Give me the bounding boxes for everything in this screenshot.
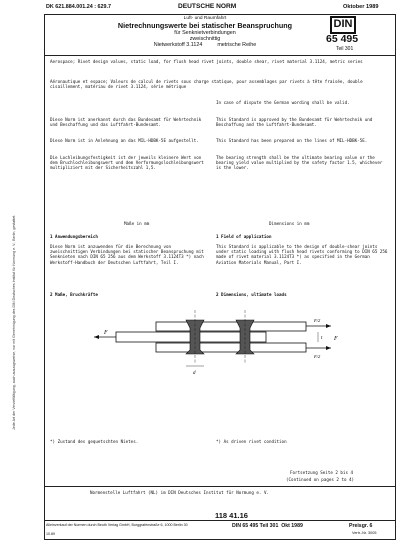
title-block xyxy=(90,16,320,48)
rivet-joint-figure xyxy=(86,300,346,380)
dk-number: DK 621.884.001.24 : 629.7 xyxy=(46,4,112,10)
contract-number: Vertr.-Nr. 3005 xyxy=(352,531,377,535)
half-force-label-bottom: F/2 xyxy=(314,354,321,359)
mil-hdbk-en: This Standard has been prepared on the lines of MIL-HDBK-5E. xyxy=(216,138,368,143)
footnote-de: *) Zustand des gequetschten Nietes. xyxy=(50,439,139,444)
publisher-note: Alleinverkauf der Normen durch Beuth Verlag GmbH, Burggrafenstraße 6, 1000 Berlin 30 xyxy=(46,523,188,527)
title-line-4: Nietwerkstoff 3.1124 metrische Reihe xyxy=(153,41,257,48)
continuation-en: (Continued on pages 2 to 4) xyxy=(286,477,355,482)
din-logo: DIN xyxy=(330,16,356,34)
title-line-2: für Senknietverbindungen xyxy=(174,29,236,36)
units-en: Dimensions in mm xyxy=(269,221,310,226)
upper-cover-plate xyxy=(156,322,306,331)
title-line-1: Nietrechnungswerte bei statischer Beanspruchung xyxy=(117,20,293,30)
standard-reference: DIN 65 495 Teil 301 Okt 1989 xyxy=(232,523,303,529)
approval-de: Diese Norm ist anerkannt durch das Bundesamt für Wehrtechnik und Beschaffung und das Luftfahrt-Bundesamt. xyxy=(50,117,202,128)
half-force-label-top: F/2 xyxy=(314,318,321,323)
section1-text-en: This Standard is applicable to the design of double-shear joints under static loading with flush head rivets conforming to DIN 65 256 made of rivet material 3.1124T3 *) as specified in the German Aviation Materials Manual, Part I. xyxy=(216,244,388,265)
section1-heading-en: 1 Field of application xyxy=(216,234,272,239)
lower-cover-plate xyxy=(156,343,306,352)
section2-heading-en: 2 Dimensions, ultimate loads xyxy=(216,292,287,297)
continuation-de: Fortsetzung Seite 2 bis 4 xyxy=(290,470,354,475)
title-line-3: zweischnittig xyxy=(189,35,221,42)
force-label-right: F xyxy=(334,336,338,342)
header-divider xyxy=(44,55,395,56)
section2-heading-de: 2 Maße, Bruchkräfte xyxy=(50,292,98,297)
din-number: 65 495 xyxy=(326,33,359,45)
approval-en: This Standard is approved by the Bundesamt für Wehrtechnik und Beschaffung and the Luftfahrt-Bundesamt. xyxy=(216,117,373,128)
issue-date: Oktober 1989 xyxy=(343,4,379,10)
committee-line: Normenstelle Luftfahrt (NL) im DIN Deutsches Institut für Normung e. V. xyxy=(90,490,269,495)
section1-heading-de: 1 Anwendungsbereich xyxy=(50,234,98,239)
price-group: Preisgr. 6 xyxy=(349,523,373,529)
thickness-label: t xyxy=(321,336,323,341)
bearing-strength-en: The bearing strength shall be the ultimate bearing value or the bearing yield value multiplied by the safety factor 1.5, whichever is the lower. xyxy=(216,155,383,171)
price-code: 118 41.16 xyxy=(215,511,248,520)
diameter-label: d xyxy=(193,371,196,376)
mil-hdbk-de: Diese Norm ist in Anlehnung an das MIL-HDBK-5E aufgestellt. xyxy=(50,138,199,143)
page-frame xyxy=(44,14,396,540)
abstract-french: Aéronautique et espace; Valeurs de calcul de rivets sous charge statique, pour assemblages par rivets à tête fraisée, double cisaillement, matériau de rivet 3.1124, série métrique xyxy=(50,79,363,90)
bearing-strength-de: Die Lochleibungsfestigkeit ist der jeweils kleinere Wert von dem Bruchlochleibungswert und dem Verformungslochleibungswert multipliziert mit der Sicherheitszahl 1,5. xyxy=(50,155,204,171)
footnote-en: *) As driven rivet condition xyxy=(216,439,287,444)
footer-divider xyxy=(44,520,395,521)
copyright-side-note: Jede Art der Vervielfältigung, auch auszugsweise, nur mit Genehmigung des DIN Deutsches Institut für Normung e. V., Berlin, gestattet. xyxy=(12,214,16,430)
subject-line: Luft- und Raumfahrt xyxy=(183,16,227,21)
part-number: Teil 301 xyxy=(336,46,354,52)
units-de: Maße in mm xyxy=(124,221,150,226)
dispute-note: In case of dispute the German wording shall be valid. xyxy=(216,100,350,105)
committee-divider xyxy=(44,486,395,487)
force-label-left: F xyxy=(104,330,108,336)
deutsche-norm-label: DEUTSCHE NORM xyxy=(178,3,237,10)
abstract-english: Aerospace; Rivet design values, static load, for flush head rivet joints, double shear, rivet material 3.1124, metric series xyxy=(50,59,363,64)
section1-text-de: Diese Norm ist anzuwenden für die Berechnung von zweischnittigen Verbindungen bei statischer Beanspruchung mit Senknieten nach DIN 65 256 aus dem Werkstoff 3.1124T3 *) nach Werkstoff-Handbuch der Deutschen Luftfahrt, Teil I. xyxy=(50,244,204,265)
print-code: 10.89 xyxy=(46,532,55,536)
